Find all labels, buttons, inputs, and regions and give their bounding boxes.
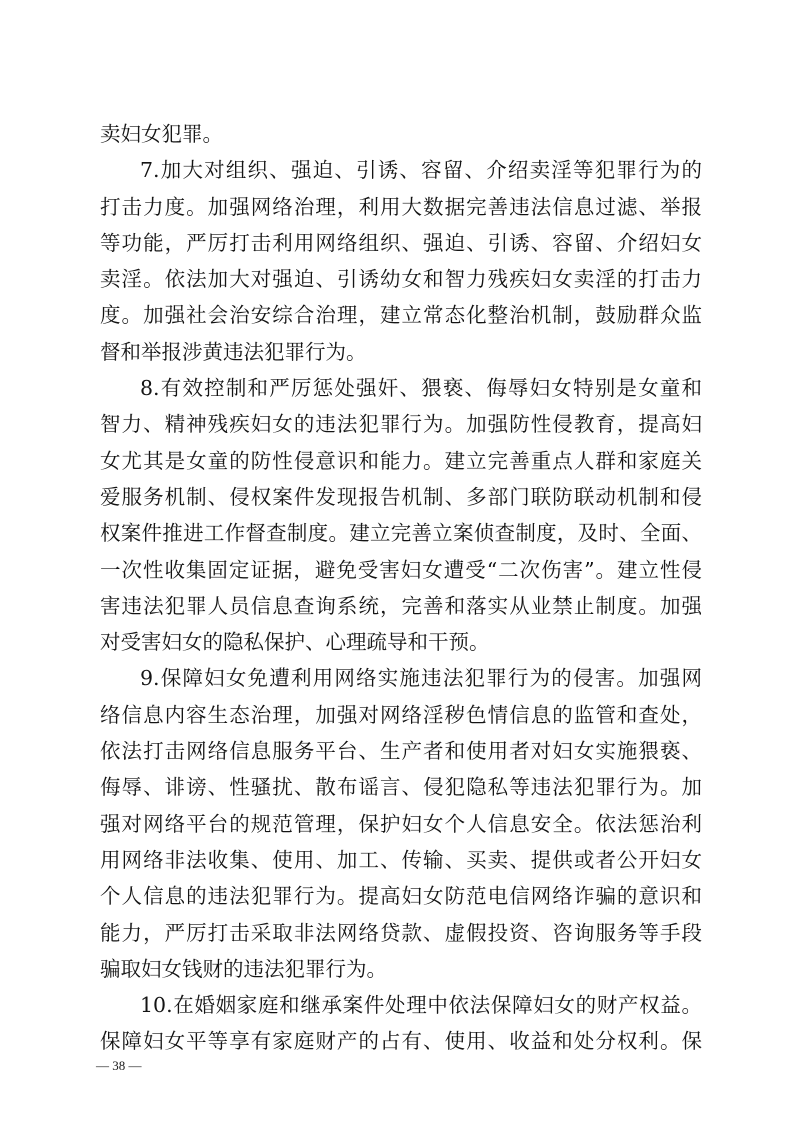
- text-line: 能力，严厉打击采取非法网络贷款、虚假投资、咨询服务等手段: [100, 920, 702, 945]
- text-line: 侮辱、诽谤、性骚扰、散布谣言、侵犯隐私等违法犯罪行为。加: [100, 775, 702, 800]
- text-line: 络信息内容生态治理，加强对网络淫秽色情信息的监管和查处，: [100, 702, 702, 727]
- paragraph-10-heading-line: 10.在婚姻家庭和继承案件处理中依法保障妇女的财产权益。: [140, 993, 702, 1018]
- text-line: 保障妇女平等享有家庭财产的占有、使用、收益和处分权利。保: [100, 1029, 702, 1054]
- body-text: [100, 116, 702, 1060]
- paragraph-9-heading-line: 9.保障妇女免遭利用网络实施违法犯罪行为的侵害。加强网: [140, 666, 702, 691]
- paragraph-7-heading-line: 7.加大对组织、强迫、引诱、容留、介绍卖淫等犯罪行为的: [140, 158, 702, 183]
- text-line: 督和举报涉黄违法犯罪行为。: [100, 339, 367, 364]
- text-line: 打击力度。加强网络治理，利用大数据完善违法信息过滤、举报: [100, 194, 702, 219]
- text-line: 爱服务机制、侵权案件发现报告机制、多部门联防联动机制和侵: [100, 484, 702, 509]
- text-line: 用网络非法收集、使用、加工、传输、买卖、提供或者公开妇女: [100, 847, 702, 872]
- text-line: 对受害妇女的隐私保护、心理疏导和干预。: [100, 630, 490, 655]
- text-line: 强对网络平台的规范管理，保护妇女个人信息安全。依法惩治利: [100, 811, 702, 836]
- text-line: 骗取妇女钱财的违法犯罪行为。: [100, 956, 387, 981]
- text-line: 女尤其是女童的防性侵意识和能力。建立完善重点人群和家庭关: [100, 448, 702, 473]
- paragraph-8-heading-line: 8.有效控制和严厉惩处强奸、猥亵、侮辱妇女特别是女童和: [140, 376, 702, 401]
- text-line: 卖淫。依法加大对强迫、引诱幼女和智力残疾妇女卖淫的打击力: [100, 267, 702, 292]
- text-line: 等功能，严厉打击利用网络组织、强迫、引诱、容留、介绍妇女: [100, 230, 702, 255]
- text-line: 依法打击网络信息服务平台、生产者和使用者对妇女实施猥亵、: [100, 739, 702, 764]
- text-line: 卖妇女犯罪。: [100, 122, 223, 146]
- text-line: 个人信息的违法犯罪行为。提高妇女防范电信网络诈骗的意识和: [100, 884, 702, 909]
- text-line: 害违法犯罪人员信息查询系统，完善和落实从业禁止制度。加强: [100, 593, 702, 618]
- text-line: 度。加强社会治安综合治理，建立常态化整治机制，鼓励群众监: [100, 303, 702, 328]
- text-line: 智力、精神残疾妇女的违法犯罪行为。加强防性侵教育，提高妇: [100, 412, 702, 437]
- page-number: — 38 —: [96, 1058, 142, 1073]
- text-line: 权案件推进工作督查制度。建立完善立案侦查制度，及时、全面、: [100, 521, 702, 546]
- text-line: 一次性收集固定证据，避免受害妇女遭受“二次伤害”。建立性侵: [100, 557, 702, 582]
